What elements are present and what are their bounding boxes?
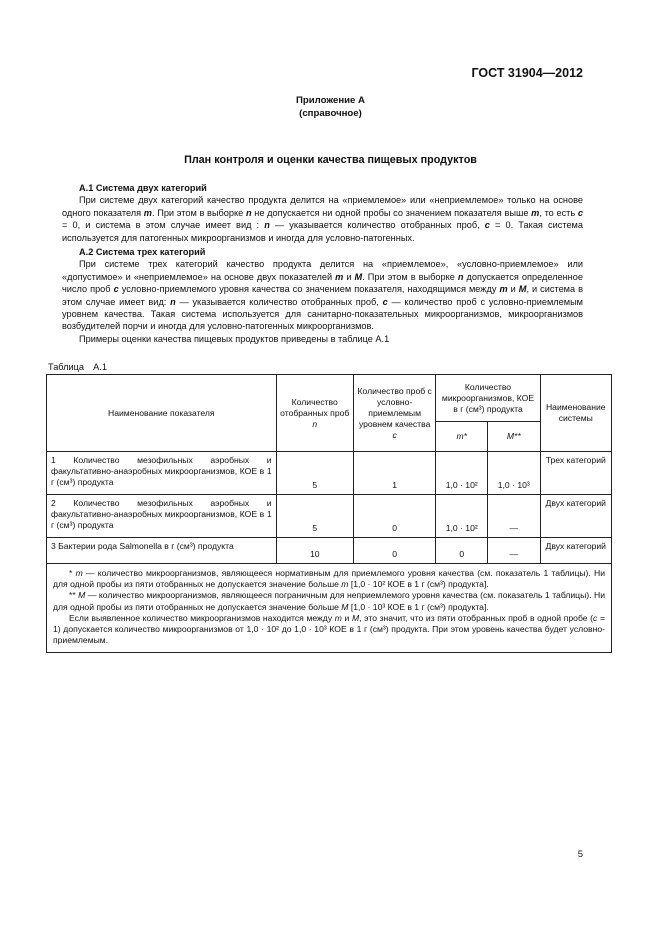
table-notes-row (47, 564, 612, 653)
row-n: 5 (276, 452, 353, 495)
row-m: 1,0 · 10² (436, 495, 488, 538)
header-microorganisms: Количество микроорганизмов, КОЕ в г (см³) продукта (436, 375, 540, 422)
row-system: Двух категорий (540, 495, 611, 538)
table-caption: Таблица А.1 (48, 362, 107, 372)
table-row (47, 538, 612, 564)
row-M: — (487, 495, 540, 538)
appendix-title: Приложение А (296, 95, 365, 106)
header-samples: Количество отобранных проб n (276, 375, 353, 452)
section-a2 (62, 246, 583, 345)
appendix-heading (0, 94, 661, 120)
header-m: m* (436, 422, 488, 452)
header-system: Наименование системы (540, 375, 611, 452)
appendix-subtitle: (справочное) (299, 108, 362, 119)
row-name: 2 Количество мезофильных аэробных и факультативно-анаэробных микроорганизмов, КОЕ в 1 г (см³) продукта (47, 495, 277, 538)
table-row (47, 495, 612, 538)
note-m: * m — количество микроорганизмов, являющееся нормативным для приемлемого уровня качества (см. показатель 1 таблицы). Ни для одной пробы из пяти отобранных не допускается значение больше m [1,0 · 10² КОЕ в 1 г (см³) продукта]. (53, 568, 605, 590)
row-M: — (487, 538, 540, 564)
document-code: ГОСТ 31904—2012 (471, 66, 583, 80)
header-M: M** (487, 422, 540, 452)
row-c: 0 (353, 538, 436, 564)
row-name: 1 Количество мезофильных аэробных и факультативно-анаэробных микроорганизмов, КОЕ в 1 г (см³) продукта (47, 452, 277, 495)
header-name: Наименование показателя (47, 375, 277, 452)
note-M: ** M — количество микроорганизмов, являющееся пограничным для неприемлемого уровня качества (см. показатель 1 таблицы). Ни для одной пробы из пяти отобранных не допускается значение больше M [1,0 · 10³ КОЕ в 1 г (см³) продукта]. (53, 590, 605, 612)
section-a2-title: А.2 Система трех категорий (79, 247, 206, 257)
table-notes (47, 564, 612, 653)
row-name: 3 Бактерии рода Salmonella в г (см³) продукта (47, 538, 277, 564)
row-M: 1,0 · 10³ (487, 452, 540, 495)
table-row (47, 452, 612, 495)
section-a1-paragraph: При системе двух категорий качество продукта делится на «приемлемое» или «неприемлемое» только на основе одного показателя m. При этом в выборке n не допускается ни одной пробы со значением показателя выше m, то есть c = 0, и система в этом случае имеет вид : n — указывается количество отобранных проб, c = 0. Такая система используется для патогенных микроорганизмов и иногда для условно-патогенных. (62, 195, 584, 243)
row-n: 10 (276, 538, 353, 564)
section-a2-paragraph: При системе трех категорий качество продукта делится на «приемлемое», «условно-приемлемое» или «допустимое» и «неприемлемое» на основе двух показателей m и M. При этом в выборке n допускается определенное число проб c условно-приемлемого уровня качества со значением показателя, находящимся между m и M, и система в этом случае имеет вид: n — указывается количество отобранных проб, c — количество проб с условно-приемлемым уровнем качества. Такая система используется для санитарно-показательных микроорганизмов, микроорганизмов возбудителей порчи и иногда для условно-патогенных микроорганизмов. (62, 259, 584, 332)
row-system: Трех категорий (540, 452, 611, 495)
row-m: 0 (436, 538, 488, 564)
header-conditional: Количество проб с условно-приемлемым уровнем качества с (353, 375, 436, 452)
row-c: 1 (353, 452, 436, 495)
document-title: План контроля и оценки качества пищевых продуктов (184, 154, 477, 166)
row-system: Двух категорий (540, 538, 611, 564)
quality-table (46, 374, 612, 653)
row-m: 1,0 · 10² (436, 452, 488, 495)
section-a1-title: А.1 Система двух категорий (79, 183, 207, 193)
row-c: 0 (353, 495, 436, 538)
section-a1 (62, 182, 583, 244)
section-a2-examples: Примеры оценки качества пищевых продуктов приведены в таблице А.1 (79, 333, 390, 344)
note-conclusion: Если выявленное количество микроорганизмов находится между m и M, это значит, что из пяти отобранных проб в одной пробе (с = 1) допускается количество микроорганизмов от 1,0 · 10² до 1,0 · 10³ КОЕ в 1 г (см³) продукта. При этом уровень качества будет условно-приемлемым. (53, 612, 605, 646)
row-n: 5 (276, 495, 353, 538)
page-number: 5 (577, 849, 583, 860)
